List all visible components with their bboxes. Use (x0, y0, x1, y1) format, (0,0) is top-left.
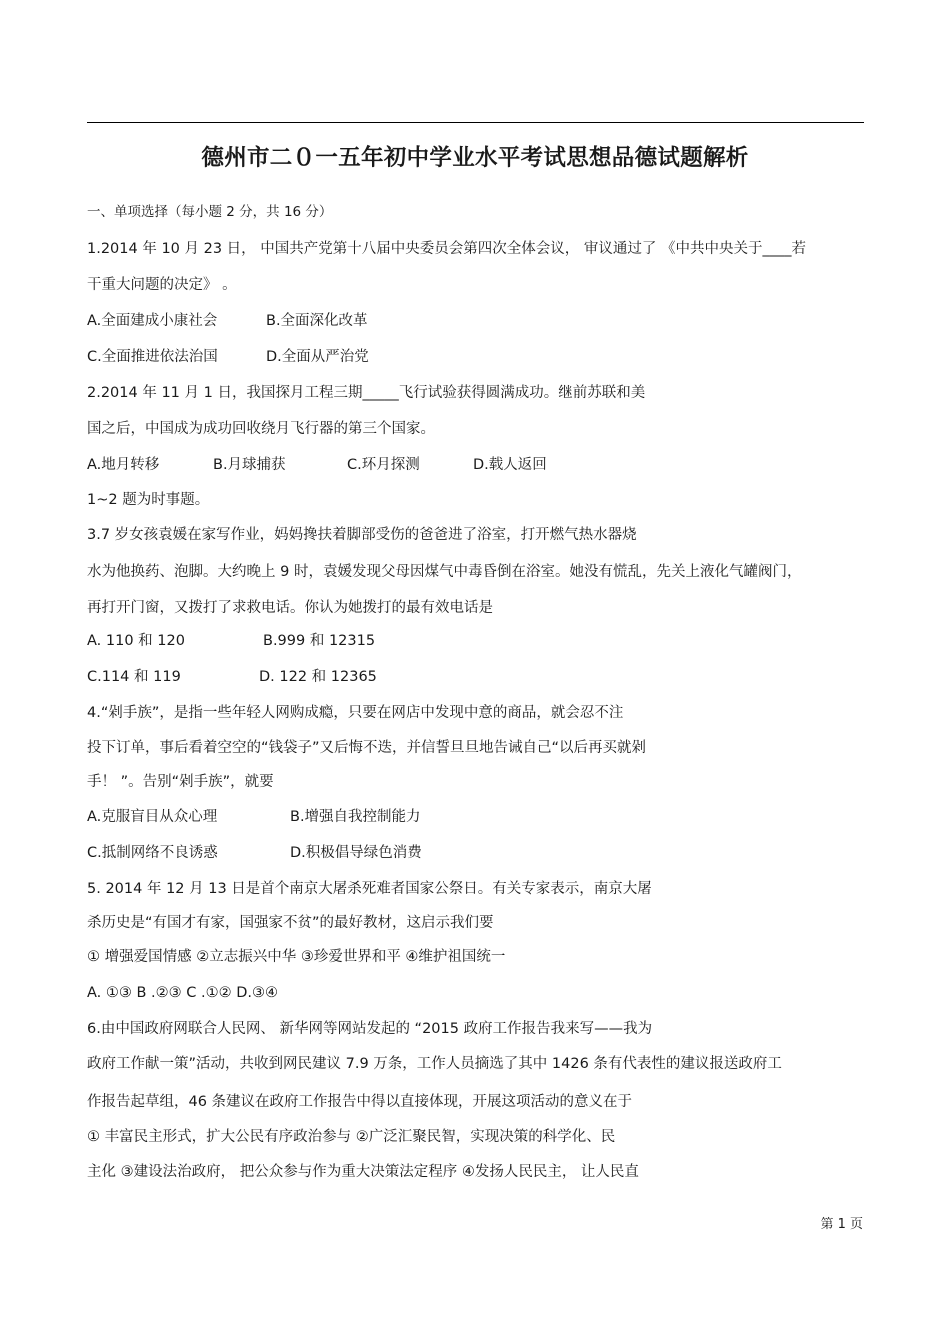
note-line: 1~2 题为时事题。 (87, 492, 210, 508)
q4-stem-line1: 4.“剁手族”，是指一些年轻人网购成瘾，只要在网店中发现中意的商品，就会忍不注 (87, 705, 624, 721)
q1-stem-line2: 干重大问题的决定》 。 (87, 277, 237, 293)
q6-statements-line2: 主化 ③建设法治政府， 把公众参与作为重大决策法定程序 ④发扬人民民主， 让人民直 (87, 1164, 639, 1180)
q4-option-c: C.抵制网络不良诱惑 (87, 845, 218, 861)
q4-option-b: B.增强自我控制能力 (290, 809, 421, 825)
q3-option-a: A. 110 和 120 (87, 633, 185, 649)
section-heading: 一、单项选择（每小题 2 分，共 16 分） (87, 204, 333, 220)
q1-option-d: D.全面从严治党 (266, 349, 369, 365)
q6-stem-line2: 政府工作献一策”活动，共收到网民建议 7.9 万条，工作人员摘选了其中 1426 条有代表性的建议报送政府工 (87, 1056, 782, 1072)
q6-statements-line1: ① 丰富民主形式，扩大公民有序政治参与 ②广泛汇聚民智，实现决策的科学化、民 (87, 1129, 616, 1145)
q4-stem-line3: 手！ ”。告别“剁手族”，就要 (87, 774, 274, 790)
q2-stem-line1: 2.2014 年 11 月 1 日，我国探月工程三期_____飞行试验获得圆满成功。继前苏联和美 (87, 385, 646, 401)
q2-stem-line2: 国之后，中国成为成功回收绕月飞行器的第三个国家。 (87, 421, 435, 437)
q2-option-b: B.月球捕获 (213, 457, 286, 473)
q3-option-b: B.999 和 12315 (263, 633, 376, 649)
q6-stem-line3: 作报告起草组，46 条建议在政府工作报告中得以直接体现，开展这项活动的意义在于 (87, 1094, 633, 1110)
q2-option-a: A.地月转移 (87, 457, 160, 473)
q2-option-d: D.载人返回 (473, 457, 547, 473)
q1-option-a: A.全面建成小康社会 (87, 313, 218, 329)
q5-options: A. ①③ B .②③ C .①② D.③④ (87, 985, 278, 1001)
q5-stem-line1: 5. 2014 年 12 月 13 日是首个南京大屠杀死难者国家公祭日。有关专家表示，南京大屠 (87, 881, 652, 897)
q3-stem-line3: 再打开门窗，又拨打了求救电话。你认为她拨打的最有效电话是 (87, 600, 493, 616)
q4-stem-line2: 投下订单，事后看着空空的“钱袋子”又后悔不迭，并信誓旦旦地告诫自己“以后再买就剁 (87, 740, 647, 756)
q3-stem-line2: 水为他换药、泡脚。大约晚上 9 时，袁媛发现父母因煤气中毒昏倒在浴室。她没有慌乱，先关上液化气罐阀门， (87, 564, 802, 580)
q2-option-c: C.环月探测 (347, 457, 420, 473)
header-rule (87, 122, 864, 123)
q5-statements: ① 增强爱国情感 ②立志振兴中华 ③珍爱世界和平 ④维护祖国统一 (87, 949, 506, 965)
q4-option-d: D.积极倡导绿色消费 (290, 845, 422, 861)
q1-option-c: C.全面推进依法治国 (87, 349, 218, 365)
page-number: 第 1 页 (820, 1217, 863, 1232)
q6-stem-line1: 6.由中国政府网联合人民网、 新华网等网站发起的 “2015 政府工作报告我来写——我为 (87, 1021, 653, 1037)
q3-option-c: C.114 和 119 (87, 669, 181, 685)
q1-stem-line1: 1.2014 年 10 月 23 日， 中国共产党第十八届中央委员会第四次全体会议， 审议通过了 《中共中央关于____若 (87, 241, 807, 257)
q4-option-a: A.克服盲目从众心理 (87, 809, 218, 825)
q5-stem-line2: 杀历史是“有国才有家，国强家不贫”的最好教材，这启示我们要 (87, 915, 494, 931)
page-title: 德州市二０一五年初中学业水平考试思想品德试题解析 (201, 145, 749, 171)
q3-option-d: D. 122 和 12365 (259, 669, 377, 685)
q3-stem-line1: 3.7 岁女孩袁媛在家写作业，妈妈搀扶着脚部受伤的爸爸进了浴室，打开燃气热水器烧 (87, 527, 637, 543)
q1-option-b: B.全面深化改革 (266, 313, 368, 329)
